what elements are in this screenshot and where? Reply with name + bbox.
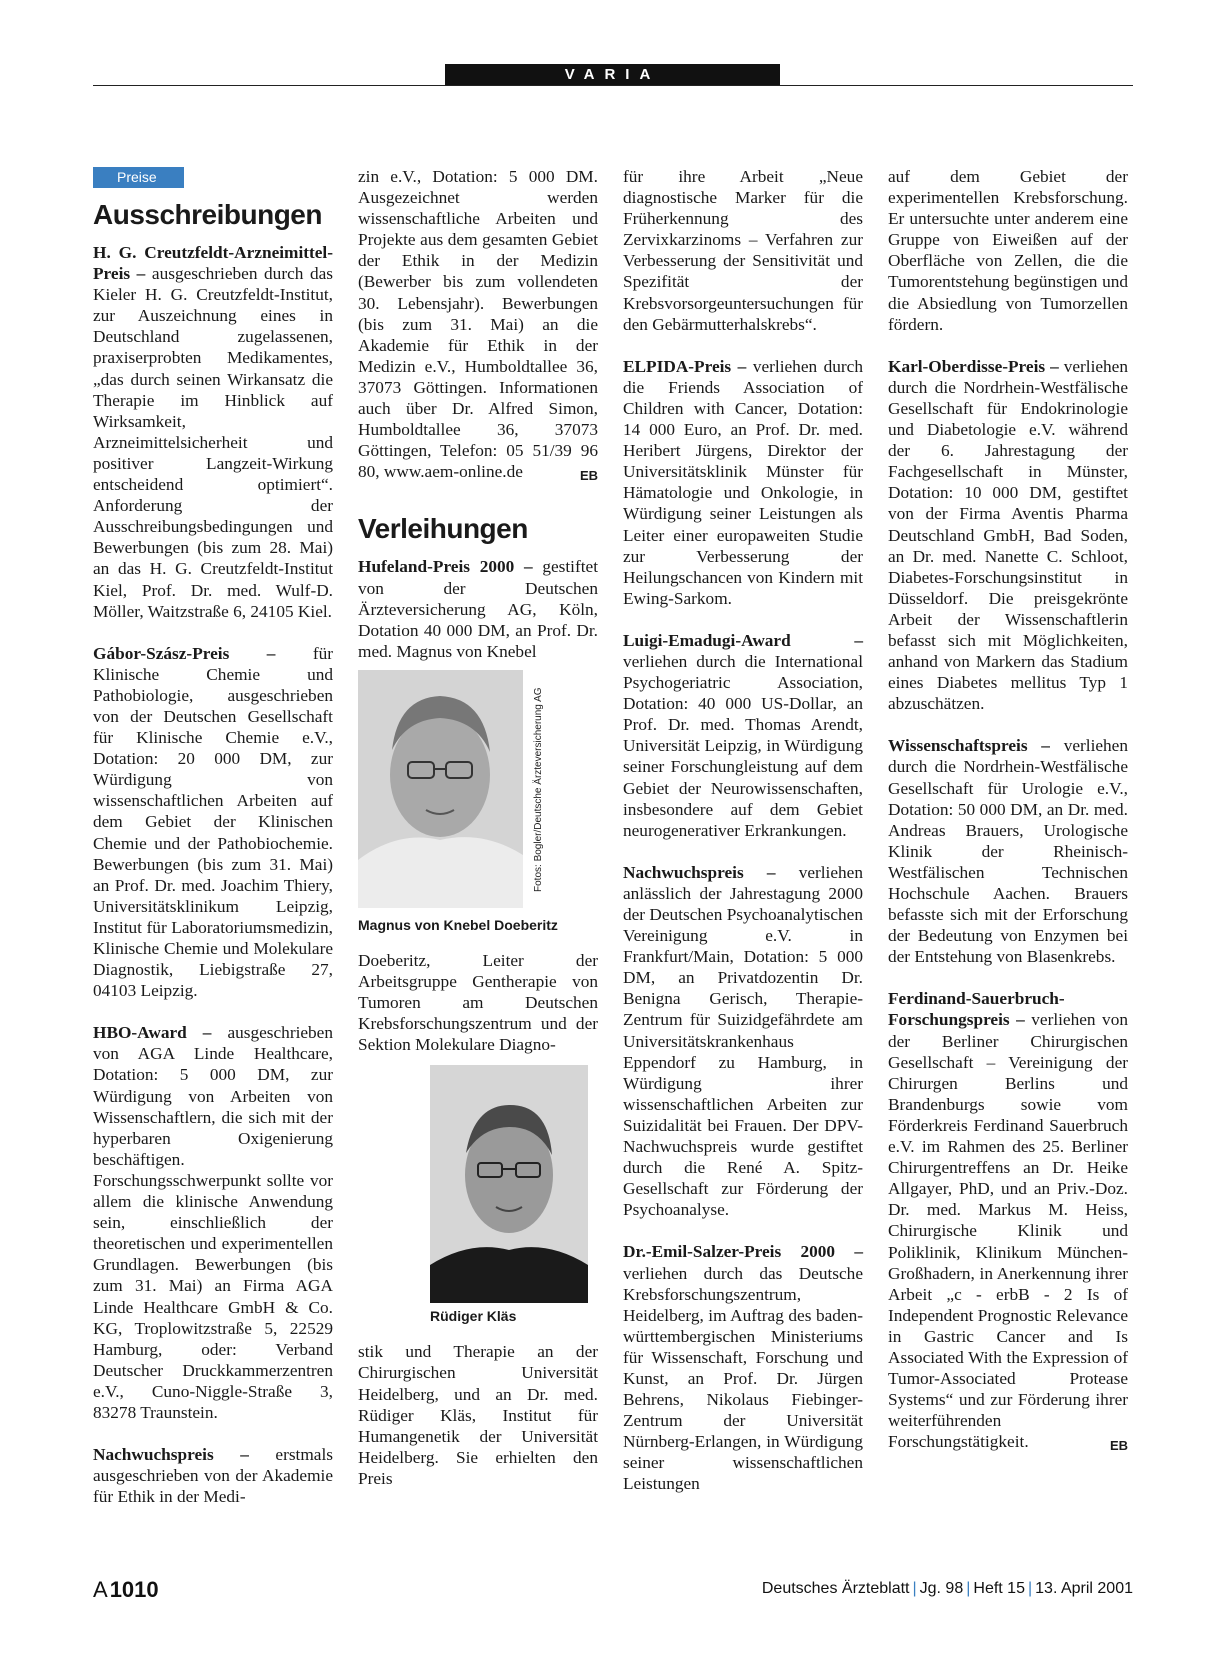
article-continuation: zin e.V., Dotation: 5 000 DM. Ausgezeichnet werden wissenschaftliche Arbeiten und Projekte aus dem gesamten Gebiet der Ethik in der Medizin (Bewerber bis zum vollendeten 30. Lebensjahr). Bewerbungen (bis zum 31. Mai) an die Akademie für Ethik in der Medizin e.V., Humboldtallee 36, 37073 Göttingen. Informationen auch über Dr. Alfred Simon, Humboldtallee 36, 37073 Göttingen, Telefon: 05 51/39 96 80, www.aem-online.de EB bbox=[358, 166, 598, 482]
photo-block-1 bbox=[358, 670, 598, 920]
column-4 bbox=[888, 166, 1128, 1473]
heading-verleihungen: Verleihungen bbox=[358, 513, 528, 545]
author-initials: EB bbox=[579, 468, 598, 484]
article-item: Hufeland-Preis 2000 – gestiftet von der Deutschen Ärzteversicherung AG, Köln, Dotation 40 000 DM, an Prof. Dr. med. Magnus von Knebel bbox=[358, 557, 598, 661]
photo-credit: Fotos: Bogler/Deutsche Ärzteversicherung AG bbox=[533, 687, 544, 892]
article-continuation: auf dem Gebiet der experimentellen Krebsforschung. Er untersuchte unter anderem eine Gruppe von Eiweißen auf der Oberfläche von Zellen, die die Tumorentstehung begünstigen und die Absiedlung von Tumorzellen fördern. bbox=[888, 167, 1128, 334]
article-item: Ferdinand-Sauerbruch-Forschungspreis – verliehen von der Berliner Chirurgischen Gesellschaft – Vereinigung der Chirurgen Berlins und Brandenburgs sowie vom Förderkreis Ferdinand Sauerbruch e.V. im Rahmen des 25. Berliner Chirurgentreffens an Dr. Heike Allgayer, PhD, und an Priv.-Doz. Dr. med. Markus M. Heiss, Chirurgische Klinik und Poliklinik, Klinikum München-Großhadern, in Anerkennung ihrer Arbeit „c - erbB - 2 Is of Independent Prognostic Relevance in Gastric Cancer and Is Associated With the Expression of Tumor-Associated Protease Systems“ und zur Förderung ihrer weiterführenden Forschungstätigkeit. EB bbox=[888, 988, 1128, 1452]
article-item: Gábor-Szász-Preis – für Klinische Chemie und Pathobiologie, ausgeschrieben von der Deutschen Gesellschaft für Klinische Chemie e.V., Dotation: 20 000 DM, zur Würdigung von wissenschaftlichen Arbeiten auf dem Gebiet der Klinischen Chemie und der Pathobiochemie. Bewerbungen (bis zum 31. Mai) an Prof. Dr. med. Joachim Thiery, Universitätsklinikum Leipzig, Institut für Laboratoriumsmedizin, Klinische Chemie und Molekulare Diagnostik, Liebigstraße 27, 04103 Leipzig. bbox=[93, 643, 333, 1001]
section-header: VARIA bbox=[445, 64, 780, 85]
article-text: stik und Therapie an der Chirurgischen Universität Heidelberg, und an Dr. med. Rüdiger Kläs, Institut für Humangenetik der Universität Heidelberg. Sie erhielten den Preis bbox=[358, 1342, 598, 1488]
category-tag: Preise bbox=[93, 167, 184, 188]
journal-info bbox=[762, 1580, 1133, 1598]
journal-date: 13. April 2001 bbox=[1035, 1580, 1133, 1597]
photo-caption-1: Magnus von Knebel Doeberitz bbox=[358, 916, 558, 933]
author-initials: EB bbox=[1109, 1438, 1128, 1454]
header-rule bbox=[93, 85, 1133, 86]
article-item: Nachwuchspreis – erstmals ausgeschrieben von der Akademie für Ethik in der Medi- bbox=[93, 1445, 333, 1507]
article-text: Doeberitz, Leiter der Arbeitsgruppe Gentherapie von Tumoren am Deutschen Krebsforschungszentrum und der Sektion Molekulare Diagno- bbox=[358, 950, 598, 1055]
article-item: Karl-Oberdisse-Preis – verliehen durch die Nordrhein-Westfälische Gesellschaft für Endokrinologie und Diabetologie e.V. während der 6. Jahrestagung der Fachgesellschaft in Münster, Dotation: 10 000 DM, gestiftet von der Firma Aventis Pharma Deutschland GmbH, Bad Soden, an Dr. med. Nanette C. Schloot, Diabetes-Forschungsinstitut in Düsseldorf. Die preisgekrönte Arbeit der Wissenschaftlerin befasst sich mit Möglichkeiten, anhand von Markern das Stadium eines Diabetes mellitus Typ 1 abzuschätzen. bbox=[888, 356, 1128, 714]
article-item: ELPIDA-Preis – verliehen durch die Friends Association of Children with Cancer, Dotation: 14 000 Euro, an Prof. Dr. med. Heribert Jürgens, Direktor der Universitätsklinik Münster für Hämatologie und Onkologie, in Würdigung seiner Leistungen als Leiter einer europaweiten Studie zur Verbesserung der Heilungschancen von Kindern mit Ewing-Sarkom. bbox=[623, 356, 863, 608]
photo-caption-2: Rüdiger Kläs bbox=[430, 1308, 517, 1325]
article-item: Wissenschaftspreis – verliehen durch die Nordrhein-Westfälische Gesellschaft für Urologie e.V., Dotation: 50 000 DM, an Dr. med. Andreas Brauers, Urologische Klinik der Rheinisch-Westfälischen Technischen Hochschule Aachen. Brauers befasste sich mit der Erforschung der Bedeutung von Enzymen bei der Entstehung von Blasenkrebs. bbox=[888, 736, 1128, 967]
separator: | bbox=[966, 1580, 971, 1597]
journal-name: Deutsches Ärzteblatt bbox=[761, 1580, 910, 1597]
separator: | bbox=[1027, 1580, 1033, 1597]
article-item: Luigi-Emadugi-Award – verliehen durch die International Psychogeriatric Association, Dotation: 40 000 US-Dollar, an Prof. Dr. med. Thomas Arendt, Universität Leipzig, in Würdigung seiner Forschungleistung auf dem Gebiet der Neurowissenschaften, insbesondere auf dem Gebiet neurogenerativer Erkrankungen. bbox=[623, 630, 863, 840]
journal-volume: Jg. 98 bbox=[919, 1580, 964, 1597]
column-2 bbox=[358, 166, 598, 1510]
article-item: H. G. Creutzfeldt-Arzneimittel-Preis – ausgeschrieben durch das Kieler H. G. Creutzfeldt-Institut, zur Auszeichnung eines in Deutschland zugelassenen, praxiserprobten Medikamentes, „das durch seinen Wirkansatz die Therapie im Hinblick auf Wirksamkeit, Arzneimittelsicherheit und positiver Langzeit-Wirkung entscheidend optimiert“. Anforderung der Ausschreibungsbedingungen und Bewerbungen (bis zum 28. Mai) an das H. G. Creutzfeldt-Institut Kiel, Prof. Dr. med. Wulf-D. Möller, Waitzstraße 6, 24105 Kiel. bbox=[93, 243, 333, 621]
article-item: HBO-Award – ausgeschrieben von AGA Linde Healthcare, Dotation: 5 000 DM, zur Würdigung von Arbeiten von Wissenschaftlern, die sich mit der hyperbaren Oxigenierung beschäftigen. Forschungsschwerpunkt sollte vor allem die klinische Anwendung sein, einschließlich der theoretischen und experimentellen Grundlagen. Bewerbungen (bis zum 31. Mai) an Firma AGA Linde Healthcare GmbH & Co. KG, Troplowitzstraße 5, 22529 Hamburg, oder: Verband Deutscher Druckkammerzentren e.V., Cuno-Niggle-Straße 3, 83278 Traunstein. bbox=[93, 1023, 333, 1422]
column-3 bbox=[623, 166, 863, 1516]
column-1 bbox=[93, 166, 333, 1528]
heading-ausschreibungen: Ausschreibungen bbox=[93, 199, 322, 230]
separator: | bbox=[912, 1580, 917, 1597]
article-item: Dr.-Emil-Salzer-Preis 2000 – verliehen durch das Deutsche Krebsforschungszentrum, Heidelberg, im Auftrag des baden-württembergischen Ministeriums für Wissenschaft, Forschung und Kunst, an Prof. Dr. Jürgen Behrens, Nikolaus Fiebinger-Zentrum der Universität Nürnberg-Erlangen, in Würdigung seiner wissenschaftlichen Leistungen bbox=[623, 1242, 863, 1494]
article-item: Nachwuchspreis – verliehen anlässlich der Jahrestagung 2000 der Deutschen Psychoanalytischen Vereinigung e.V. in Frankfurt/Main, Dotation: 5 000 DM, an Privatdozentin Dr. Benigna Gerisch, Therapie-Zentrum für Suizidgefährdete am Universitätskrankenhaus Eppendorf zu Hamburg, in Würdigung ihrer wissenschaftlichen Arbeiten zur Suizidalität bei Frauen. Der DPV-Nachwuchspreis wurde gestiftet durch die René A. Spitz-Gesellschaft zur Förderung der Psychoanalyse. bbox=[623, 862, 863, 1220]
article-continuation: für ihre Arbeit „Neue diagnostische Marker für die Früherkennung des Zervixkarzinoms – Verfahren zur Verbesserung der Sensitivität und Spezifität der Krebsvorsorgeuntersuchungen für den Gebärmutterhalskrebs“. bbox=[623, 167, 863, 334]
portrait-photo-klaes bbox=[430, 1065, 588, 1303]
portrait-photo-knebel bbox=[358, 670, 523, 908]
journal-issue: Heft 15 bbox=[973, 1580, 1025, 1597]
page-number: A1010 bbox=[93, 1577, 159, 1602]
